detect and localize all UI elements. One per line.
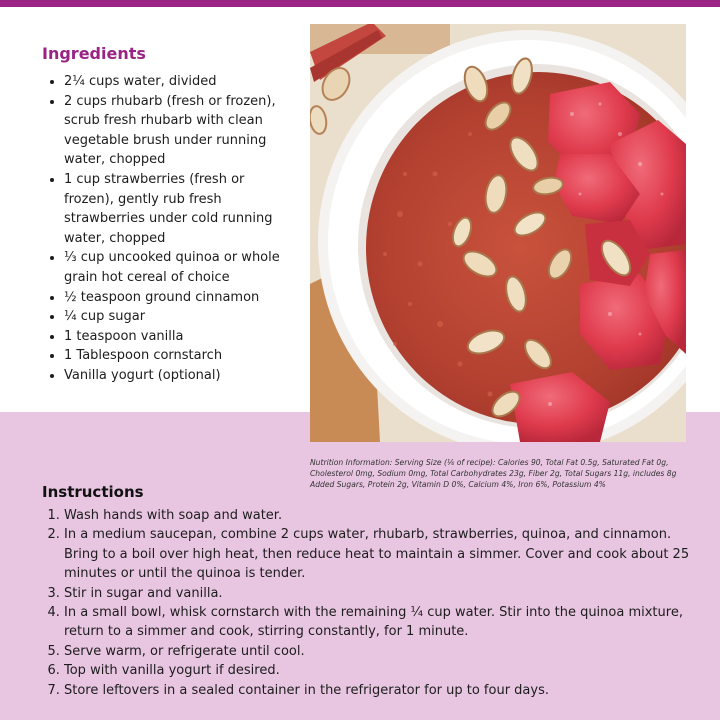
instructions-section bbox=[42, 483, 692, 700]
ingredient-item: • ¼ cup sugar bbox=[64, 307, 292, 327]
ingredients-section bbox=[42, 44, 292, 386]
instruction-step: 1. Wash hands with soap and water. bbox=[64, 506, 692, 525]
nutrition-information: Nutrition Information: Serving Size (⅙ of recipe): Calories 90, Total Fat 0.5g, Saturated Fat 0g, Cholesterol 0mg, Sodium 0mg, Total Carbohydrates 23g, Fiber 2g, Total Sugars 11g, includes 8g Added Sugars, Protein 2g, Vitamin D 0%, Calcium 4%, Iron 6%, Potassium 4% bbox=[310, 457, 677, 489]
instruction-step: 5. Serve warm, or refrigerate until cool. bbox=[64, 642, 692, 661]
instructions-heading: Instructions bbox=[42, 483, 144, 501]
instruction-step: 7. Store leftovers in a sealed container in the refrigerator for up to four days. bbox=[64, 681, 692, 700]
ingredient-item: • 1 cup strawberries (fresh or frozen), gently rub fresh strawberries under cold running water, chopped bbox=[64, 170, 292, 248]
ingredients-list bbox=[42, 72, 292, 386]
ingredient-item: • Vanilla yogurt (optional) bbox=[64, 366, 292, 386]
instructions-list bbox=[42, 506, 692, 700]
ingredient-item: • ⅓ cup uncooked quinoa or whole grain hot cereal of choice bbox=[64, 248, 292, 287]
instruction-step: 2. In a medium saucepan, combine 2 cups water, rhubarb, strawberries, quinoa, and cinnamon. Bring to a boil over high heat, then reduce heat to maintain a simmer. Cover and cook about 25 minutes or until the quinoa is tender. bbox=[64, 525, 692, 583]
instruction-step: 4. In a small bowl, whisk cornstarch with the remaining ¼ cup water. Stir into the quinoa mixture, return to a simmer and cook, stirring constantly, for 1 minute. bbox=[64, 603, 692, 642]
instruction-step: 3. Stir in sugar and vanilla. bbox=[64, 584, 692, 603]
ingredient-item: • ½ teaspoon ground cinnamon bbox=[64, 288, 292, 308]
recipe-photo bbox=[310, 24, 686, 442]
ingredient-item: • 1 teaspoon vanilla bbox=[64, 327, 292, 347]
ingredient-item: • 2¼ cups water, divided bbox=[64, 72, 292, 92]
instruction-step: 6. Top with vanilla yogurt if desired. bbox=[64, 661, 692, 680]
top-accent-bar bbox=[0, 0, 720, 7]
ingredient-item: • 2 cups rhubarb (fresh or frozen), scrub fresh rhubarb with clean vegetable brush under running water, chopped bbox=[64, 92, 292, 170]
ingredients-heading: Ingredients bbox=[42, 44, 146, 63]
ingredient-item: • 1 Tablespoon cornstarch bbox=[64, 346, 292, 366]
